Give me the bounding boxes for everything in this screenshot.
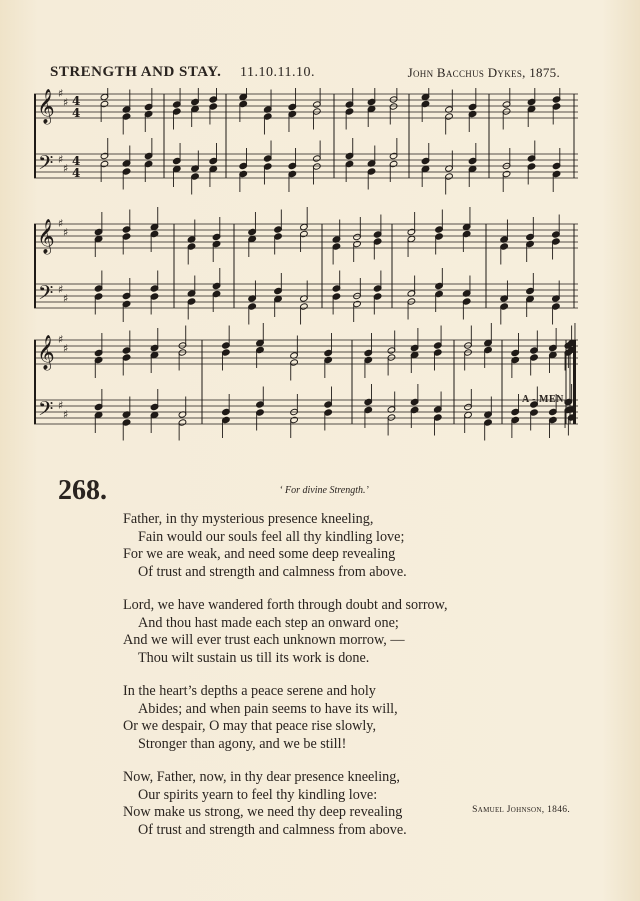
verse-line: Father, in thy mysterious presence kneeling, (123, 511, 374, 527)
verse-line: Of trust and strength and calmness from above. (138, 821, 407, 838)
key-signature-sharp: ♯ (58, 399, 64, 412)
time-signature: 4 (72, 106, 81, 120)
verse-line: For we are weak, and need some deep revealing (123, 546, 396, 563)
time-signature: 4 (72, 166, 81, 180)
verse-line: And thou hast made each step an onward one; (138, 614, 399, 631)
tune-header (50, 64, 560, 84)
verse-line: Now, Father, now, in thy dear presence kneeling, (123, 768, 400, 785)
key-signature-sharp: ♯ (63, 408, 69, 421)
bass-clef: 𝄢 (38, 397, 54, 425)
key-signature-sharp: ♯ (63, 162, 69, 175)
treble-clef: 𝄞 (37, 89, 55, 124)
key-signature-sharp: ♯ (58, 283, 64, 296)
stanza (123, 769, 448, 839)
verse-line: Or we despair, O may that peace rise slowly, (123, 718, 377, 735)
hymn-number: 268. (58, 475, 107, 506)
stanza (123, 683, 448, 753)
verse-line: Of trust and strength and calmness from above. (138, 563, 407, 580)
tune-name: STRENGTH AND STAY. (50, 64, 222, 80)
verse-line: Abides; and when pain seems to have its will, (138, 700, 398, 717)
meter: 11.10.11.10. (240, 65, 315, 80)
verse-line: Our spirits yearn to feel thy kindling love: (138, 786, 378, 803)
time-signature: 4 (72, 94, 81, 108)
stanza (123, 597, 448, 667)
verse-line: Fain would our souls feel all thy kindling love; (138, 528, 405, 545)
treble-clef: 𝄞 (37, 219, 55, 254)
composer: John Bacchus Dykes, 1875. (407, 65, 560, 80)
key-signature-sharp: ♯ (58, 88, 64, 100)
stanza (123, 511, 448, 581)
amen-label: A - MEN. (522, 394, 567, 405)
key-signature-sharp: ♯ (63, 96, 69, 109)
bass-clef: 𝄢 (38, 281, 54, 309)
verse-line: Thou wilt sustain us till its work is done. (138, 649, 370, 666)
hymn-author: Samuel Johnson, 1846. (472, 805, 570, 815)
verse-line: Stronger than agony, and we be still! (138, 735, 347, 752)
hymn-text (123, 511, 448, 855)
hymn-subtitle: ‘ For divine Strength.’ (279, 485, 369, 496)
bass-clef: 𝄢 (38, 151, 54, 179)
verse-line: Now make us strong, we need thy deep revealing (123, 804, 403, 821)
key-signature-sharp: ♯ (58, 153, 64, 166)
music-score (34, 88, 578, 468)
verse-line: Lord, we have wandered forth through doubt and sorrow, (123, 596, 448, 613)
verse-line: In the heart’s depths a peace serene and holy (123, 682, 376, 699)
key-signature-sharp: ♯ (58, 333, 64, 346)
key-signature-sharp: ♯ (63, 226, 69, 239)
key-signature-sharp: ♯ (63, 342, 69, 355)
treble-clef: 𝄞 (37, 335, 55, 370)
key-signature-sharp: ♯ (63, 292, 69, 305)
key-signature-sharp: ♯ (58, 217, 64, 230)
time-signature: 4 (72, 154, 81, 168)
verse-line: And we will ever trust each unknown morrow, — (123, 632, 405, 649)
